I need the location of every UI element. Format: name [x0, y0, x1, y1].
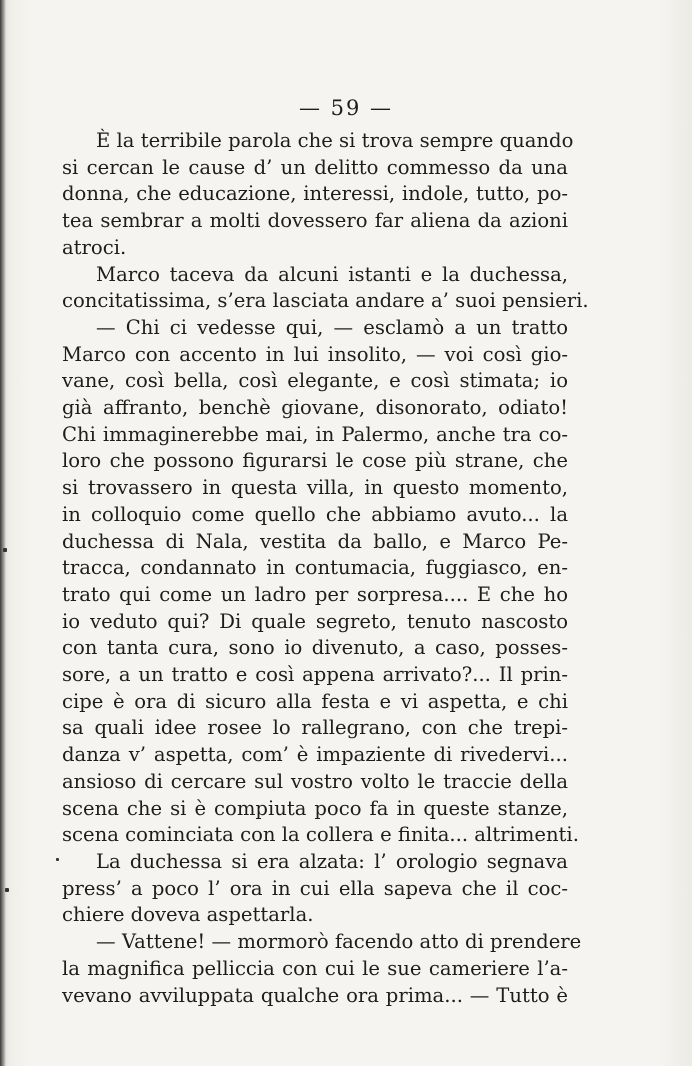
text-line: concitatissima, s’era lasciata andare a’ suoi pensieri. [62, 289, 589, 313]
page-number: — 59 — [298, 96, 394, 120]
text-line: cipe è ora di sicuro alla festa e vi aspetta, e chi [62, 689, 568, 713]
text-line: con tanta cura, sono io divenuto, a caso, posses- [62, 636, 568, 660]
text-line: sore, a un tratto e così appena arrivato?... Il prin- [62, 663, 568, 687]
margin-speck [56, 858, 59, 861]
text-line: in colloquio come quello che abbiamo avuto... la [62, 502, 568, 526]
text-line: vevano avviluppata qualche ora prima... — Tutto è [62, 983, 568, 1007]
text-line: ansioso di cercare sul vostro volto le traccie della [62, 769, 568, 793]
text-line: già affranto, benchè giovane, disonorato, odiato! [62, 396, 568, 420]
text-line: sa quali idee rosee lo rallegrano, con che trepi- [62, 716, 568, 740]
binding-edge [0, 0, 6, 1066]
text-line: scena che si è compiuta poco fa in queste stanze, [62, 796, 568, 820]
text-line: tracca, condannato in contumacia, fuggiasco, en- [62, 556, 568, 580]
text-line: duchessa di Nala, vestita da ballo, e Marco Pe- [62, 529, 568, 553]
text-line: si cercan le cause d’ un delitto commesso da una [62, 155, 568, 179]
text-line: — Chi ci vedesse qui, — esclamò a un tratto [96, 315, 568, 339]
text-line: vane, così bella, così elegante, e così stimata; io [62, 369, 568, 393]
text-line: Marco taceva da alcuni istanti e la duchessa, [96, 262, 568, 286]
text-line: loro che possono figurarsi le cose più strane, che [62, 449, 568, 473]
text-line: — Vattene! — mormorò facendo atto di prendere [96, 930, 582, 954]
text-line: tea sembrar a molti dovessero far aliena da azioni [62, 209, 568, 233]
body-text [62, 128, 589, 1009]
text-line: donna, che educazione, interessi, indole, tutto, po- [62, 182, 568, 206]
text-line: danza v’ aspetta, com’ è impaziente di rivedervi... [62, 743, 568, 767]
margin-speck [5, 888, 9, 892]
text-line: Chi immaginerebbe mai, in Palermo, anche tra co- [62, 422, 568, 446]
text-line: Marco con accento in lui insolito, — voi così gio- [62, 342, 568, 366]
text-line: È la terribile parola che si trova sempre quando [96, 129, 574, 152]
text-line: atroci. [62, 235, 127, 259]
margin-speck [3, 548, 7, 552]
text-line: io veduto qui? Di quale segreto, tenuto nascosto [62, 609, 568, 633]
text-line: chiere doveva aspettarla. [62, 903, 314, 927]
text-line: La duchessa si era alzata: l’ orologio segnava [96, 849, 568, 873]
text-line: si trovassero in questa villa, in questo momento, [62, 476, 568, 500]
text-line: la magnifica pelliccia con cui le sue cameriere l’a- [62, 956, 568, 980]
text-line: press’ a poco l’ ora in cui ella sapeva che il coc- [62, 876, 568, 900]
text-line: scena cominciata con la collera e finita... altrimenti. [62, 823, 579, 847]
text-line: trato qui come un ladro per sorpresa.... E che ho [62, 582, 568, 606]
